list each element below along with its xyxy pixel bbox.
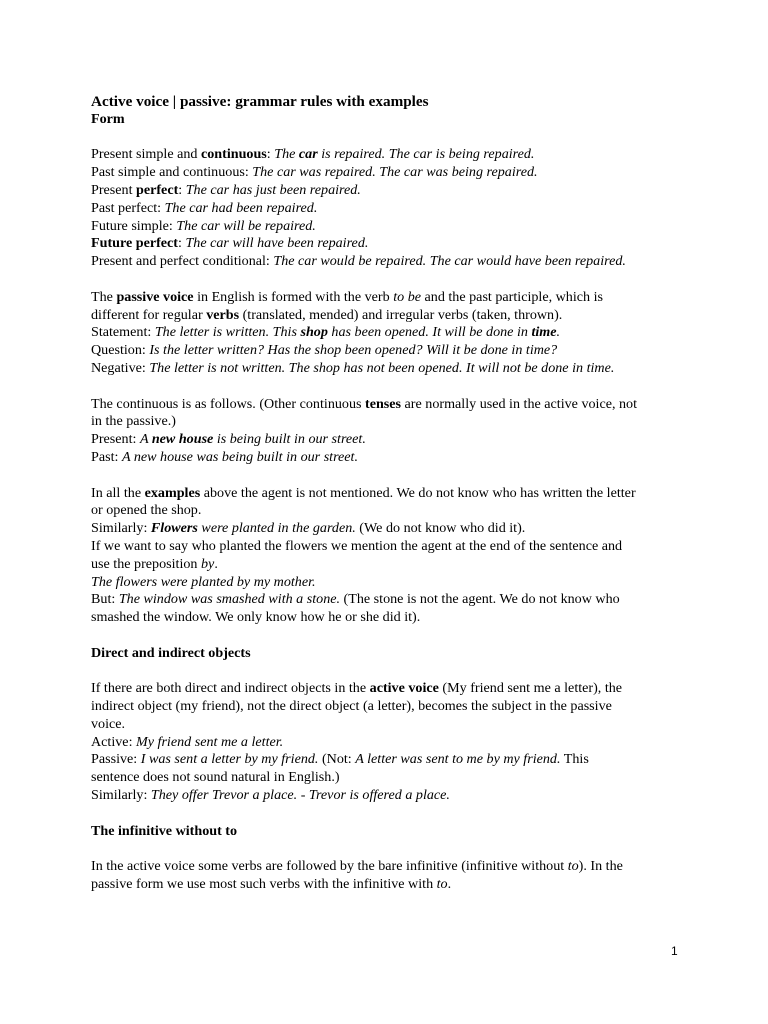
text-run: In all the — [91, 484, 145, 501]
text-line — [91, 307, 691, 325]
text-run: In the active voice some verbs are followed by the bare infinitive (infinitive without — [91, 858, 568, 875]
text-run: The — [91, 288, 117, 305]
text-run: The car would be repaired. The car would have been repaired. — [273, 253, 626, 270]
text-run: passive form we use most such verbs with the infinitive with — [91, 876, 437, 893]
text-run: to be — [393, 288, 421, 305]
text-run: Active: — [91, 733, 137, 750]
text-line — [91, 396, 691, 414]
text-run: time — [531, 324, 557, 341]
text-line — [91, 324, 691, 342]
text-run: A letter was sent to me by my friend. — [355, 751, 561, 768]
text-line — [91, 538, 691, 556]
text-run: is repaired. The car is being repaired. — [317, 146, 535, 163]
text-run: If there are both direct and indirect objects in the — [91, 680, 370, 697]
text-run: Present — [91, 181, 137, 198]
paragraph — [91, 146, 691, 271]
text-run: use the preposition — [91, 555, 201, 572]
text-run: in the passive.) — [91, 413, 176, 430]
text-line — [91, 413, 691, 431]
text-run: Form — [91, 110, 125, 127]
text-run: new house — [151, 431, 214, 448]
text-run: The — [274, 146, 299, 163]
text-line — [91, 164, 691, 182]
text-run: . — [214, 555, 218, 572]
text-run: If we want to say who planted the flowers we mention the agent at the end of the sentence and — [91, 537, 623, 554]
paragraph — [91, 680, 691, 805]
text-line — [91, 751, 691, 769]
text-run: Similarly: — [91, 787, 151, 804]
text-run: This — [560, 751, 589, 768]
text-run: The car had been repaired. — [164, 199, 318, 216]
text-run: The car has just been repaired. — [185, 181, 361, 198]
text-run: Present and perfect conditional: — [91, 253, 274, 270]
text-run: above the agent is not mentioned. We do not know who has written the letter — [200, 484, 636, 501]
section-heading — [91, 111, 691, 129]
text-run: : — [178, 181, 186, 198]
text-run: Statement: — [91, 324, 155, 341]
text-line — [91, 342, 691, 360]
text-run: shop — [300, 324, 328, 341]
text-run: I was sent a letter by my friend. — [140, 751, 319, 768]
text-run: Future simple: — [91, 217, 177, 234]
text-run: The continuous is as follows. (Other continuous — [91, 395, 366, 412]
section-heading — [91, 645, 691, 663]
text-line — [91, 609, 691, 627]
text-run: passive voice — [116, 288, 194, 305]
text-run: A new house was being built in our street. — [121, 448, 359, 465]
paragraph — [91, 289, 691, 378]
text-run: But: — [91, 591, 119, 608]
text-run: and the past participle, which is — [421, 288, 603, 305]
page-number: 1 — [671, 944, 678, 958]
text-line — [91, 734, 691, 752]
text-run: in English is formed with the verb — [193, 288, 394, 305]
text-line — [91, 360, 691, 378]
text-line — [91, 574, 691, 592]
text-run: (translated, mended) and irregular verbs (taken, thrown). — [239, 306, 563, 323]
text-line — [91, 520, 691, 538]
text-run: (We do not know who did it). — [355, 520, 526, 537]
text-run: to — [436, 876, 448, 893]
text-line — [91, 556, 691, 574]
text-run: The letter is written. This — [154, 324, 301, 341]
text-run: They offer Trevor a place. - Trevor is offered a place. — [150, 787, 450, 804]
text-run: A — [139, 431, 152, 448]
text-run: Passive: — [91, 751, 141, 768]
text-line — [91, 858, 691, 876]
text-run: examples — [144, 484, 201, 501]
text-run: Negative: — [91, 359, 150, 376]
paragraph — [91, 396, 691, 467]
text-line — [91, 680, 691, 698]
document-page — [91, 93, 691, 912]
text-run: My friend sent me a letter. — [136, 733, 284, 750]
text-run: Is the letter written? Has the shop been opened? Will it be done in time? — [149, 342, 558, 359]
text-run: perfect — [136, 181, 179, 198]
text-line — [91, 787, 691, 805]
text-run: by — [201, 555, 215, 572]
text-run: The flowers were planted by my mother. — [91, 573, 316, 590]
text-run: Past simple and continuous: — [91, 164, 253, 181]
text-run: The letter is not written. The shop has not been opened. It will not be done in time. — [149, 359, 615, 376]
text-run: Future perfect — [91, 235, 179, 252]
text-run: ). In the — [578, 858, 623, 875]
text-run: indirect object (my friend), not the direct object (a letter), becomes the subject in the passive — [91, 698, 612, 715]
text-line — [91, 591, 691, 609]
text-line — [91, 502, 691, 520]
text-line — [91, 449, 691, 467]
text-run: Past: — [91, 448, 122, 465]
text-run: voice. — [91, 715, 126, 732]
text-run: or opened the shop. — [91, 502, 202, 519]
text-run: sentence does not sound natural in English.) — [91, 769, 340, 786]
text-run: is being built in our street. — [213, 431, 366, 448]
text-run: Present: — [91, 431, 140, 448]
text-line — [91, 876, 691, 894]
text-run: has been opened. It will be done in — [327, 324, 532, 341]
text-line — [91, 289, 691, 307]
text-run: The car was repaired. The car was being repaired. — [252, 164, 538, 181]
text-run: were planted in the garden. — [197, 520, 356, 537]
text-line — [91, 698, 691, 716]
text-run: continuous — [201, 146, 267, 163]
text-run: Flowers — [150, 520, 198, 537]
text-run: Present simple and — [91, 146, 201, 163]
text-run: are normally used in the active voice, not — [401, 395, 638, 412]
text-run: The car will be repaired. — [176, 217, 316, 234]
text-run: The car will have been repaired. — [185, 235, 369, 252]
text-run: (Not: — [318, 751, 356, 768]
text-line — [91, 200, 691, 218]
text-line — [91, 431, 691, 449]
text-run: smashed the window. We only know how he or she did it). — [91, 609, 421, 626]
text-run: car — [298, 146, 318, 163]
text-run: (My friend sent me a letter), the — [438, 680, 623, 697]
text-line — [91, 485, 691, 503]
text-run: . — [556, 324, 561, 341]
text-line — [91, 235, 691, 253]
text-line — [91, 146, 691, 164]
text-run: : — [266, 146, 275, 163]
text-run: tenses — [365, 395, 402, 412]
text-line — [91, 218, 691, 236]
text-run: Question: — [91, 342, 150, 359]
text-run: different for regular — [91, 306, 207, 323]
paragraph — [91, 858, 691, 894]
text-run: active voice — [369, 680, 439, 697]
text-run: to — [567, 858, 579, 875]
text-run: The infinitive without to — [91, 822, 238, 839]
text-line — [91, 716, 691, 734]
text-run: The window was smashed with a stone. — [118, 591, 341, 608]
text-run: (The stone is not the agent. We do not know who — [340, 591, 620, 608]
text-run: verbs — [206, 306, 240, 323]
text-line — [91, 182, 691, 200]
text-run: : — [178, 235, 186, 252]
text-run: Direct and indirect objects — [91, 644, 251, 661]
paragraph — [91, 485, 691, 627]
text-run: . — [447, 876, 452, 893]
text-run: Similarly: — [91, 520, 151, 537]
document-title: Active voice | passive: grammar rules with examples — [91, 93, 429, 110]
text-line — [91, 253, 691, 271]
text-run: Past perfect: — [91, 199, 165, 216]
document-body — [91, 111, 691, 894]
section-heading — [91, 823, 691, 841]
text-line — [91, 769, 691, 787]
